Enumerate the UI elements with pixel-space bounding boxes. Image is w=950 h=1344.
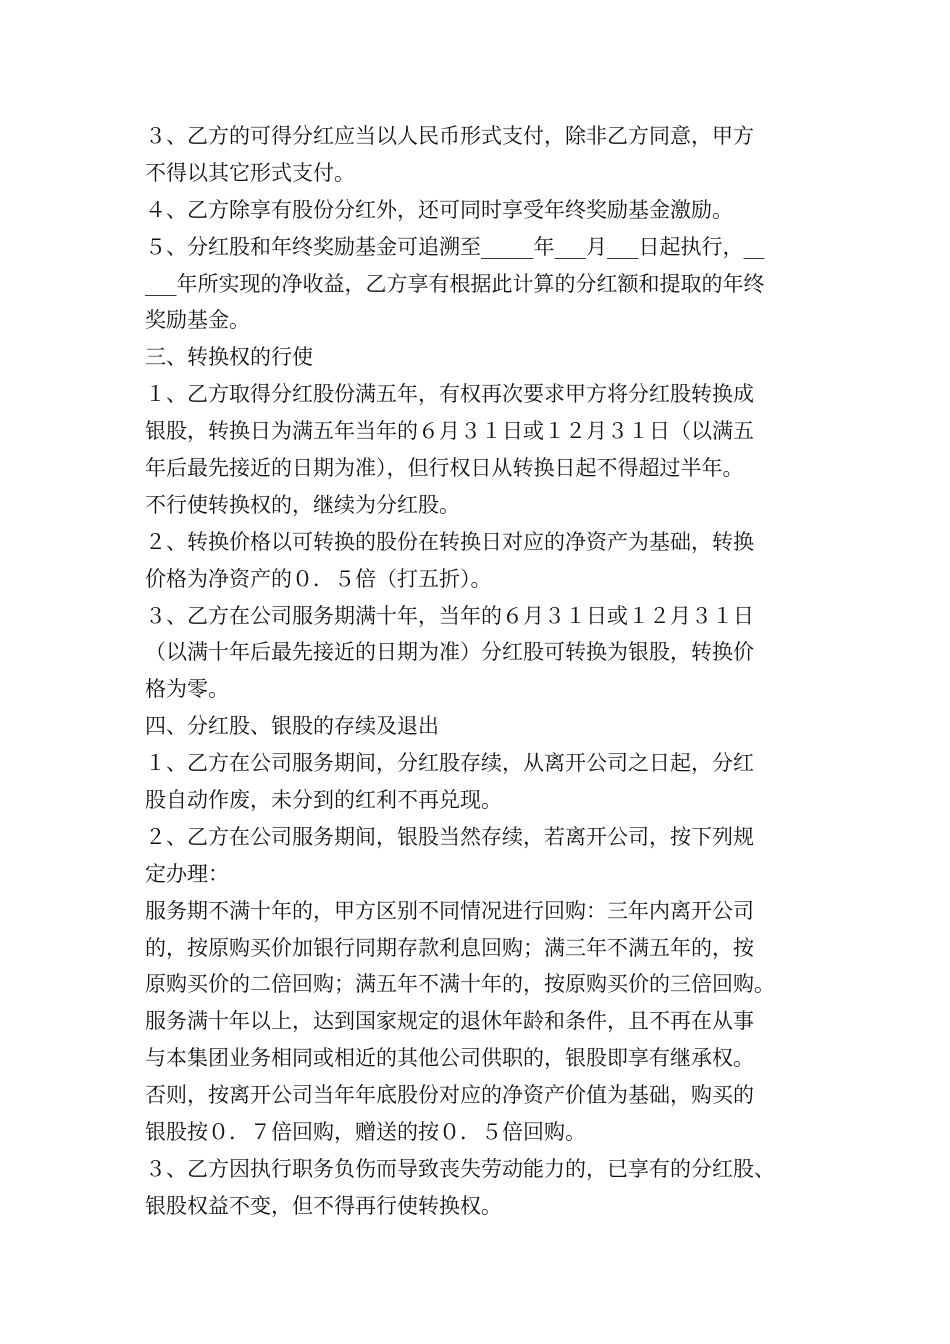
section-heading: 四、分红股、银股的存续及退出 [145, 714, 439, 739]
text-line: 不得以其它形式支付。 [145, 160, 355, 185]
text-line: ５、分红股和年终奖励基金可追溯至_____年___月___日起执行，__ [145, 234, 765, 259]
text-line: 服务满十年以上，达到国家规定的退休年龄和条件，且不再在从事 [145, 1009, 754, 1034]
text-line: 原购买价的二倍回购；满五年不满十年的，按原购买价的三倍回购。 [145, 972, 775, 997]
text-line: （以满十年后最先接近的日期为准）分红股可转换为银股，转换价 [145, 640, 754, 665]
text-line: ２、转换价格以可转换的股份在转换日对应的净资产为基础，转换 [145, 529, 754, 554]
text-line: 的，按原购买价加银行同期存款利息回购；满三年不满五年的，按 [145, 935, 754, 960]
text-line: ３、乙方在公司服务期满十年，当年的６月３１日或１２月３１日 [145, 603, 754, 628]
text-line: 定办理： [145, 861, 229, 886]
text-line: 奖励基金。 [145, 308, 250, 333]
text-line: １、乙方取得分红股份满五年，有权再次要求甲方将分红股转换成 [145, 382, 754, 407]
text-line: 股自动作废，未分到的红利不再兑现。 [145, 788, 502, 813]
text-line: 银股按０．７倍回购，赠送的按０．５倍回购。 [145, 1120, 586, 1145]
text-line: ３、乙方因执行职务负伤而导致丧失劳动能力的，已享有的分红股、 [145, 1156, 775, 1181]
text-line: ３、乙方的可得分红应当以人民币形式支付，除非乙方同意，甲方 [145, 124, 754, 148]
text-line: 银股权益不变，但不得再行使转换权。 [145, 1193, 502, 1218]
text-line: 与本集团业务相同或相近的其他公司供职的，银股即享有继承权。 [145, 1046, 754, 1071]
text-line: 年后最先接近的日期为准），但行权日从转换日起不得超过半年。 [145, 456, 744, 481]
text-line: 银股，转换日为满五年当年的６月３１日或１２月３１日（以满五 [145, 419, 754, 444]
text-line: 不行使转换权的，继续为分红股。 [145, 492, 460, 517]
text-line: 否则，按离开公司当年年底股份对应的净资产价值为基础，购买的 [145, 1083, 754, 1108]
text-line: 格为零。 [145, 677, 229, 702]
text-line: ４、乙方除享有股份分红外，还可同时享受年终奖励基金激励。 [145, 197, 733, 222]
section-heading: 三、转换权的行使 [145, 345, 313, 370]
document-body [145, 118, 825, 1225]
text-line: １、乙方在公司服务期间，分红股存续，从离开公司之日起，分红 [145, 751, 754, 776]
text-line: 价格为净资产的０．５倍（打五折）。 [145, 566, 492, 591]
text-line: ２、乙方在公司服务期间，银股当然存续，若离开公司，按下列规 [145, 824, 754, 849]
text-line: 服务期不满十年的，甲方区别不同情况进行回购：三年内离开公司 [145, 898, 754, 923]
text-line: ___年所实现的净收益，乙方享有根据此计算的分红额和提取的年终 [145, 271, 765, 296]
